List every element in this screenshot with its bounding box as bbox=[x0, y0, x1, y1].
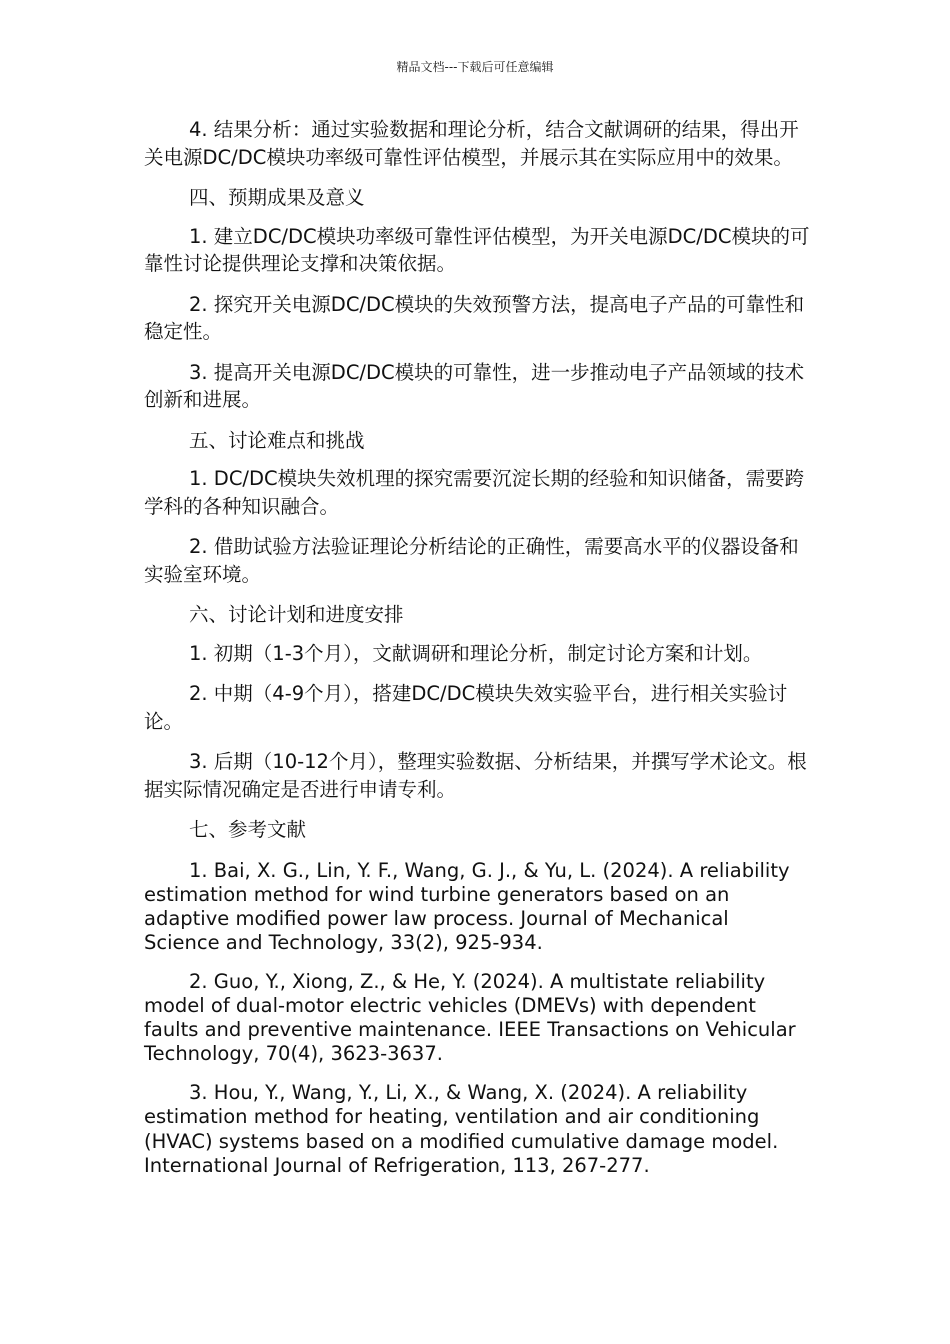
paragraph-schedule-3: 3. 后期（10-12个月），整理实验数据、分析结果，并撰写学术论文。根据实际情况确定是否进行申请专利。 bbox=[144, 750, 807, 801]
reference-item: 2. Guo, Y., Xiong, Z., & He, Y. (2024). A multistate reliability model of dual-motor electric vehicles (DMEVs) with dependent faults and preventive maintenance. IEEE Transactions on Vehicular Technology, 70(4), 3623-3637. bbox=[144, 969, 796, 1066]
paragraph-difficulty-2: 2. 借助试验方法验证理论分析结论的正确性，需要高水平的仪器设备和实验室环境。 bbox=[144, 535, 799, 586]
section-heading-difficulties: 五、讨论难点和挑战 bbox=[189, 428, 365, 452]
paragraph-expected-1: 1. 建立DC/DC模块功率级可靠性评估模型，为开关电源DC/DC模块的可靠性讨论提供理论支撑和决策依据。 bbox=[144, 224, 810, 275]
paragraph-schedule-2: 2. 中期（4-9个月），搭建DC/DC模块失效实验平台，进行相关实验讨论。 bbox=[144, 682, 788, 733]
section-heading-expected-results: 四、预期成果及意义 bbox=[189, 186, 365, 209]
page-header: 精品文档---下载后可任意编辑 bbox=[396, 60, 554, 74]
paragraph-results-analysis: 4. 结果分析：通过实验数据和理论分析，结合文献调研的结果，得出开关电源DC/DC模块功率级可靠性评估模型，并展示其在实际应用中的效果。 bbox=[144, 118, 799, 169]
section-heading-schedule: 六、讨论计划和进度安排 bbox=[189, 603, 404, 626]
paragraph-expected-3: 3. 提高开关电源DC/DC模块的可靠性，进一步推动电子产品领域的技术创新和进展。 bbox=[144, 360, 805, 411]
paragraph-difficulty-1: 1. DC/DC模块失效机理的探究需要沉淀长期的经验和知识储备，需要跨学科的各种知识融合。 bbox=[144, 467, 805, 518]
paragraph-expected-2: 2. 探究开关电源DC/DC模块的失效预警方法，提高电子产品的可靠性和稳定性。 bbox=[144, 292, 805, 343]
reference-item: 3. Hou, Y., Wang, Y., Li, X., & Wang, X. (2024). A reliability estimation method for heating, ventilation and air conditioning (HVAC) systems based on a modified cumulative damage model. International Journal of Refrigeration, 113, 267-277. bbox=[144, 1081, 779, 1177]
reference-item: 1. Bai, X. G., Lin, Y. F., Wang, G. J., & Yu, L. (2024). A reliability estimation method for wind turbine generators based on an adaptive modified power law process. Journal of Mechanical Science and Technology, 33(2), 925-934. bbox=[144, 858, 790, 955]
section-heading-references: 七、参考文献 bbox=[189, 818, 307, 841]
paragraph-schedule-1: 1. 初期（1-3个月），文献调研和理论分析，制定讨论方案和计划。 bbox=[189, 641, 763, 665]
document-body bbox=[144, 116, 810, 1192]
